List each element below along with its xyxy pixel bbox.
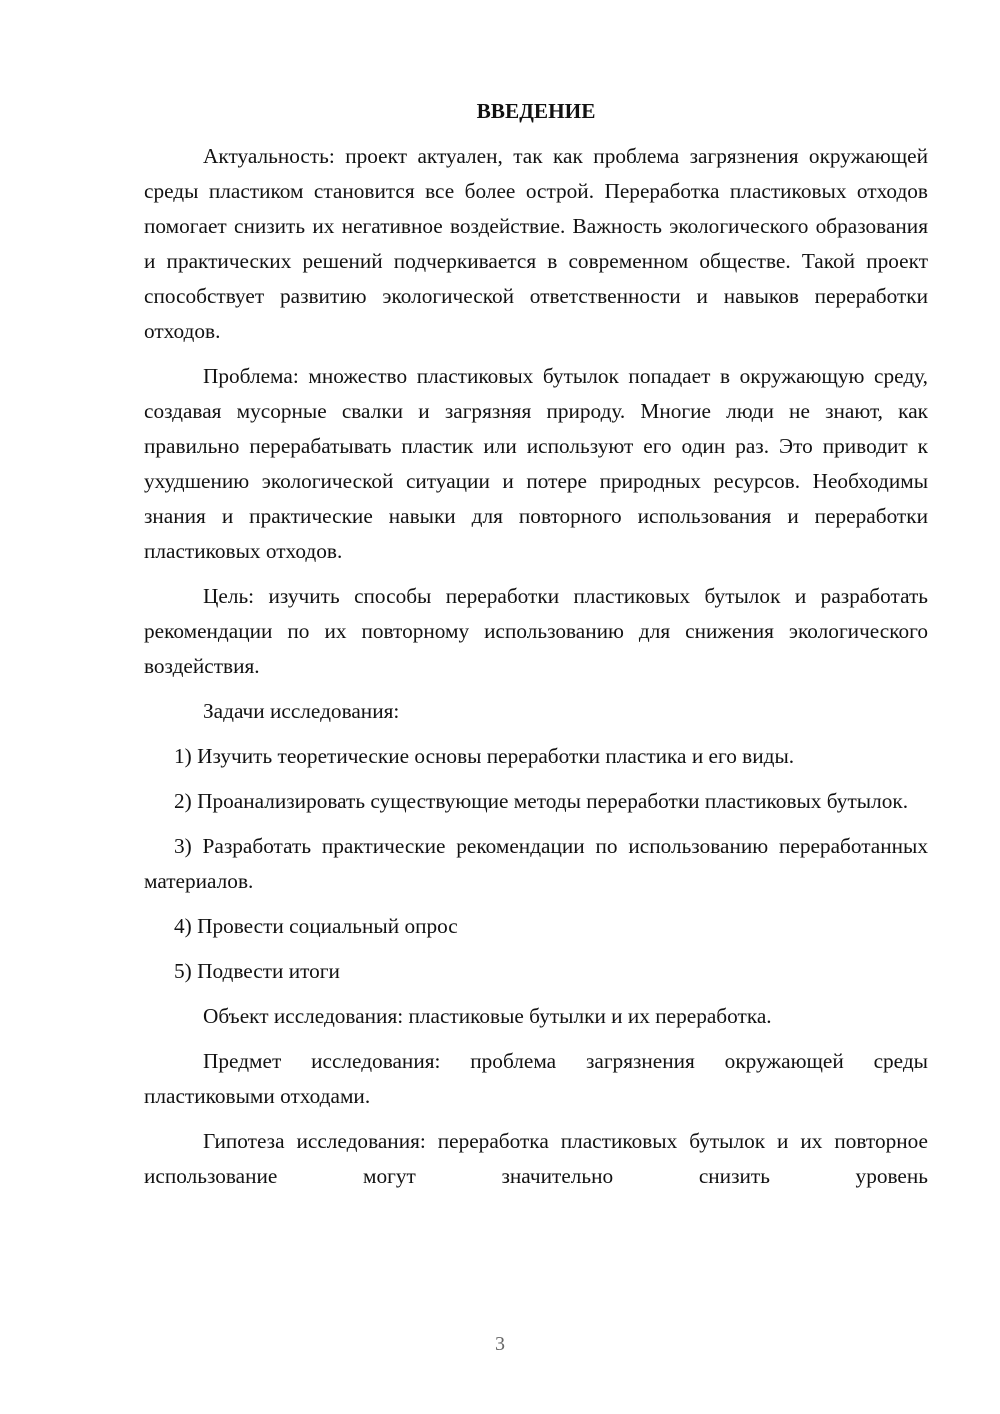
paragraph-goal: Цель: изучить способы переработки пластиковых бутылок и разработать рекомендации по их повторному использованию для снижения экологического воздействия.	[144, 584, 928, 678]
paragraph-tasks-heading: Задачи исследования:	[203, 699, 400, 723]
paragraph-hypothesis: Гипотеза исследования: переработка пластиковых бутылок и их повторное использование могут значительно снизить уровень	[144, 1129, 928, 1188]
task-item-4: 4) Провести социальный опрос	[174, 914, 458, 938]
page-number: 3	[495, 1333, 505, 1355]
paragraph-problem: Проблема: множество пластиковых бутылок попадает в окружающую среду, создавая мусорные свалки и загрязняя природу. Многие люди не знают, как правильно перерабатывать пластик или используют его один раз. Это приводит к ухудшению экологической ситуации и потере природных ресурсов. Необходимы знания и практические навыки для повторного использования и переработки пластиковых отходов.	[144, 364, 928, 563]
paragraph-subject: Предмет исследования: проблема загрязнения окружающей среды пластиковыми отходами.	[144, 1049, 928, 1108]
page-content	[144, 93, 928, 1204]
section-title: ВВЕДЕНИЕ	[476, 99, 596, 123]
task-item-2: 2) Проанализировать существующие методы переработки пластиковых бутылок.	[174, 789, 909, 813]
paragraph-relevance: Актуальность: проект актуален, так как проблема загрязнения окружающей среды пластиком становится все более острой. Переработка пластиковых отходов помогает снизить их негативное воздействие. Важность экологического образования и практических решений подчеркивается в современном обществе. Такой проект способствует развитию экологической ответственности и навыков переработки отходов.	[144, 144, 928, 343]
paragraph-object: Объект исследования: пластиковые бутылки и их переработка.	[203, 1004, 772, 1028]
task-item-1: 1) Изучить теоретические основы переработки пластика и его виды.	[174, 744, 795, 768]
task-item-3: 3) Разработать практические рекомендации по использованию переработанных материалов.	[144, 834, 928, 893]
task-item-5: 5) Подвести итоги	[174, 959, 340, 983]
